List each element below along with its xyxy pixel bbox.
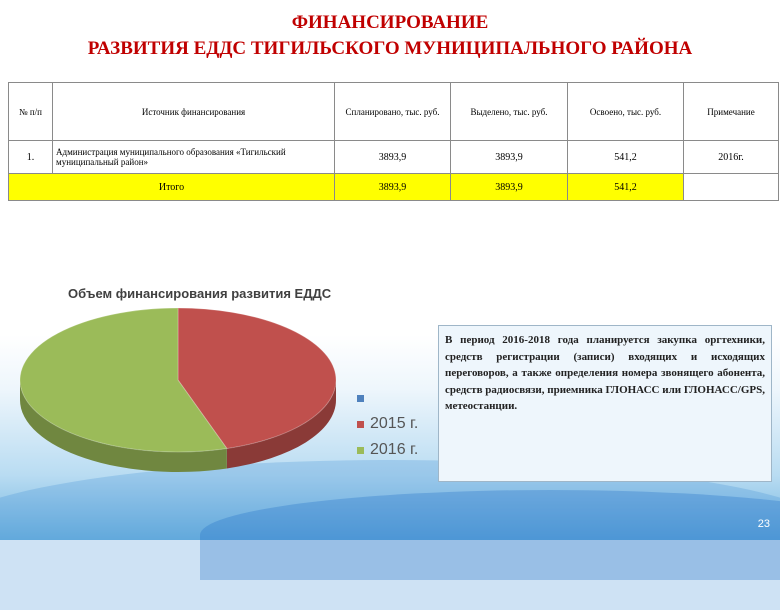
- table-row: [9, 141, 779, 174]
- header-source: Источник финансирования: [53, 83, 335, 141]
- header-num: № п/п: [9, 83, 53, 141]
- header-spent: Освоено, тыс. руб.: [568, 83, 684, 141]
- legend-label-2015: 2015 г.: [370, 415, 419, 432]
- legend-swatch-series1: [357, 395, 364, 402]
- cell-planned: 3893,9: [335, 141, 451, 174]
- table-total-row: [9, 174, 779, 201]
- page-number: 23: [757, 518, 770, 530]
- legend-label-2016: 2016 г.: [370, 441, 419, 458]
- cell-source: Администрация муниципального образования «Тигильский муниципальный район»: [53, 141, 335, 174]
- cell-num: 1.: [9, 141, 53, 174]
- total-planned: 3893,9: [335, 174, 451, 201]
- total-label: Итого: [9, 174, 335, 201]
- slide-title-line1: ФИНАНСИРОВАНИЕ: [291, 12, 489, 33]
- slide-title: [0, 10, 780, 62]
- table-header-row: [9, 83, 779, 141]
- pie-chart: [0, 302, 350, 502]
- legend-swatch-2016: [357, 447, 364, 454]
- total-spent: 541,2: [568, 174, 684, 201]
- plan-note-box: В период 2016-2018 года планируется закупка оргтехники, средств регистрации (записи) входящих и исходящих переговоров, а также определения номера звонящего абонента, средств радиосвязи, приемника ГЛОНАСС или ГЛОНАСС/GPS, метеостанции.: [438, 325, 772, 482]
- header-note: Примечание: [684, 83, 779, 141]
- financing-table: [8, 82, 779, 201]
- legend-item-2016: [357, 437, 418, 463]
- cell-note: 2016г.: [684, 141, 779, 174]
- legend-item-2015: [357, 411, 418, 437]
- slide-title-line2: РАЗВИТИЯ ЕДДС ТИГИЛЬСКОГО МУНИЦИПАЛЬНОГО РАЙОНА: [87, 38, 693, 59]
- legend-swatch-2015: [357, 421, 364, 428]
- chart-title: Объем финансирования развития ЕДДС: [68, 286, 332, 301]
- cell-spent: 541,2: [568, 141, 684, 174]
- cell-allocated: 3893,9: [451, 141, 568, 174]
- total-allocated: 3893,9: [451, 174, 568, 201]
- header-planned: Спланировано, тыс. руб.: [335, 83, 451, 141]
- chart-legend: [357, 385, 418, 463]
- header-allocated: Выделено, тыс. руб.: [451, 83, 568, 141]
- total-note-empty: [684, 174, 779, 201]
- legend-item-series1: [357, 385, 418, 411]
